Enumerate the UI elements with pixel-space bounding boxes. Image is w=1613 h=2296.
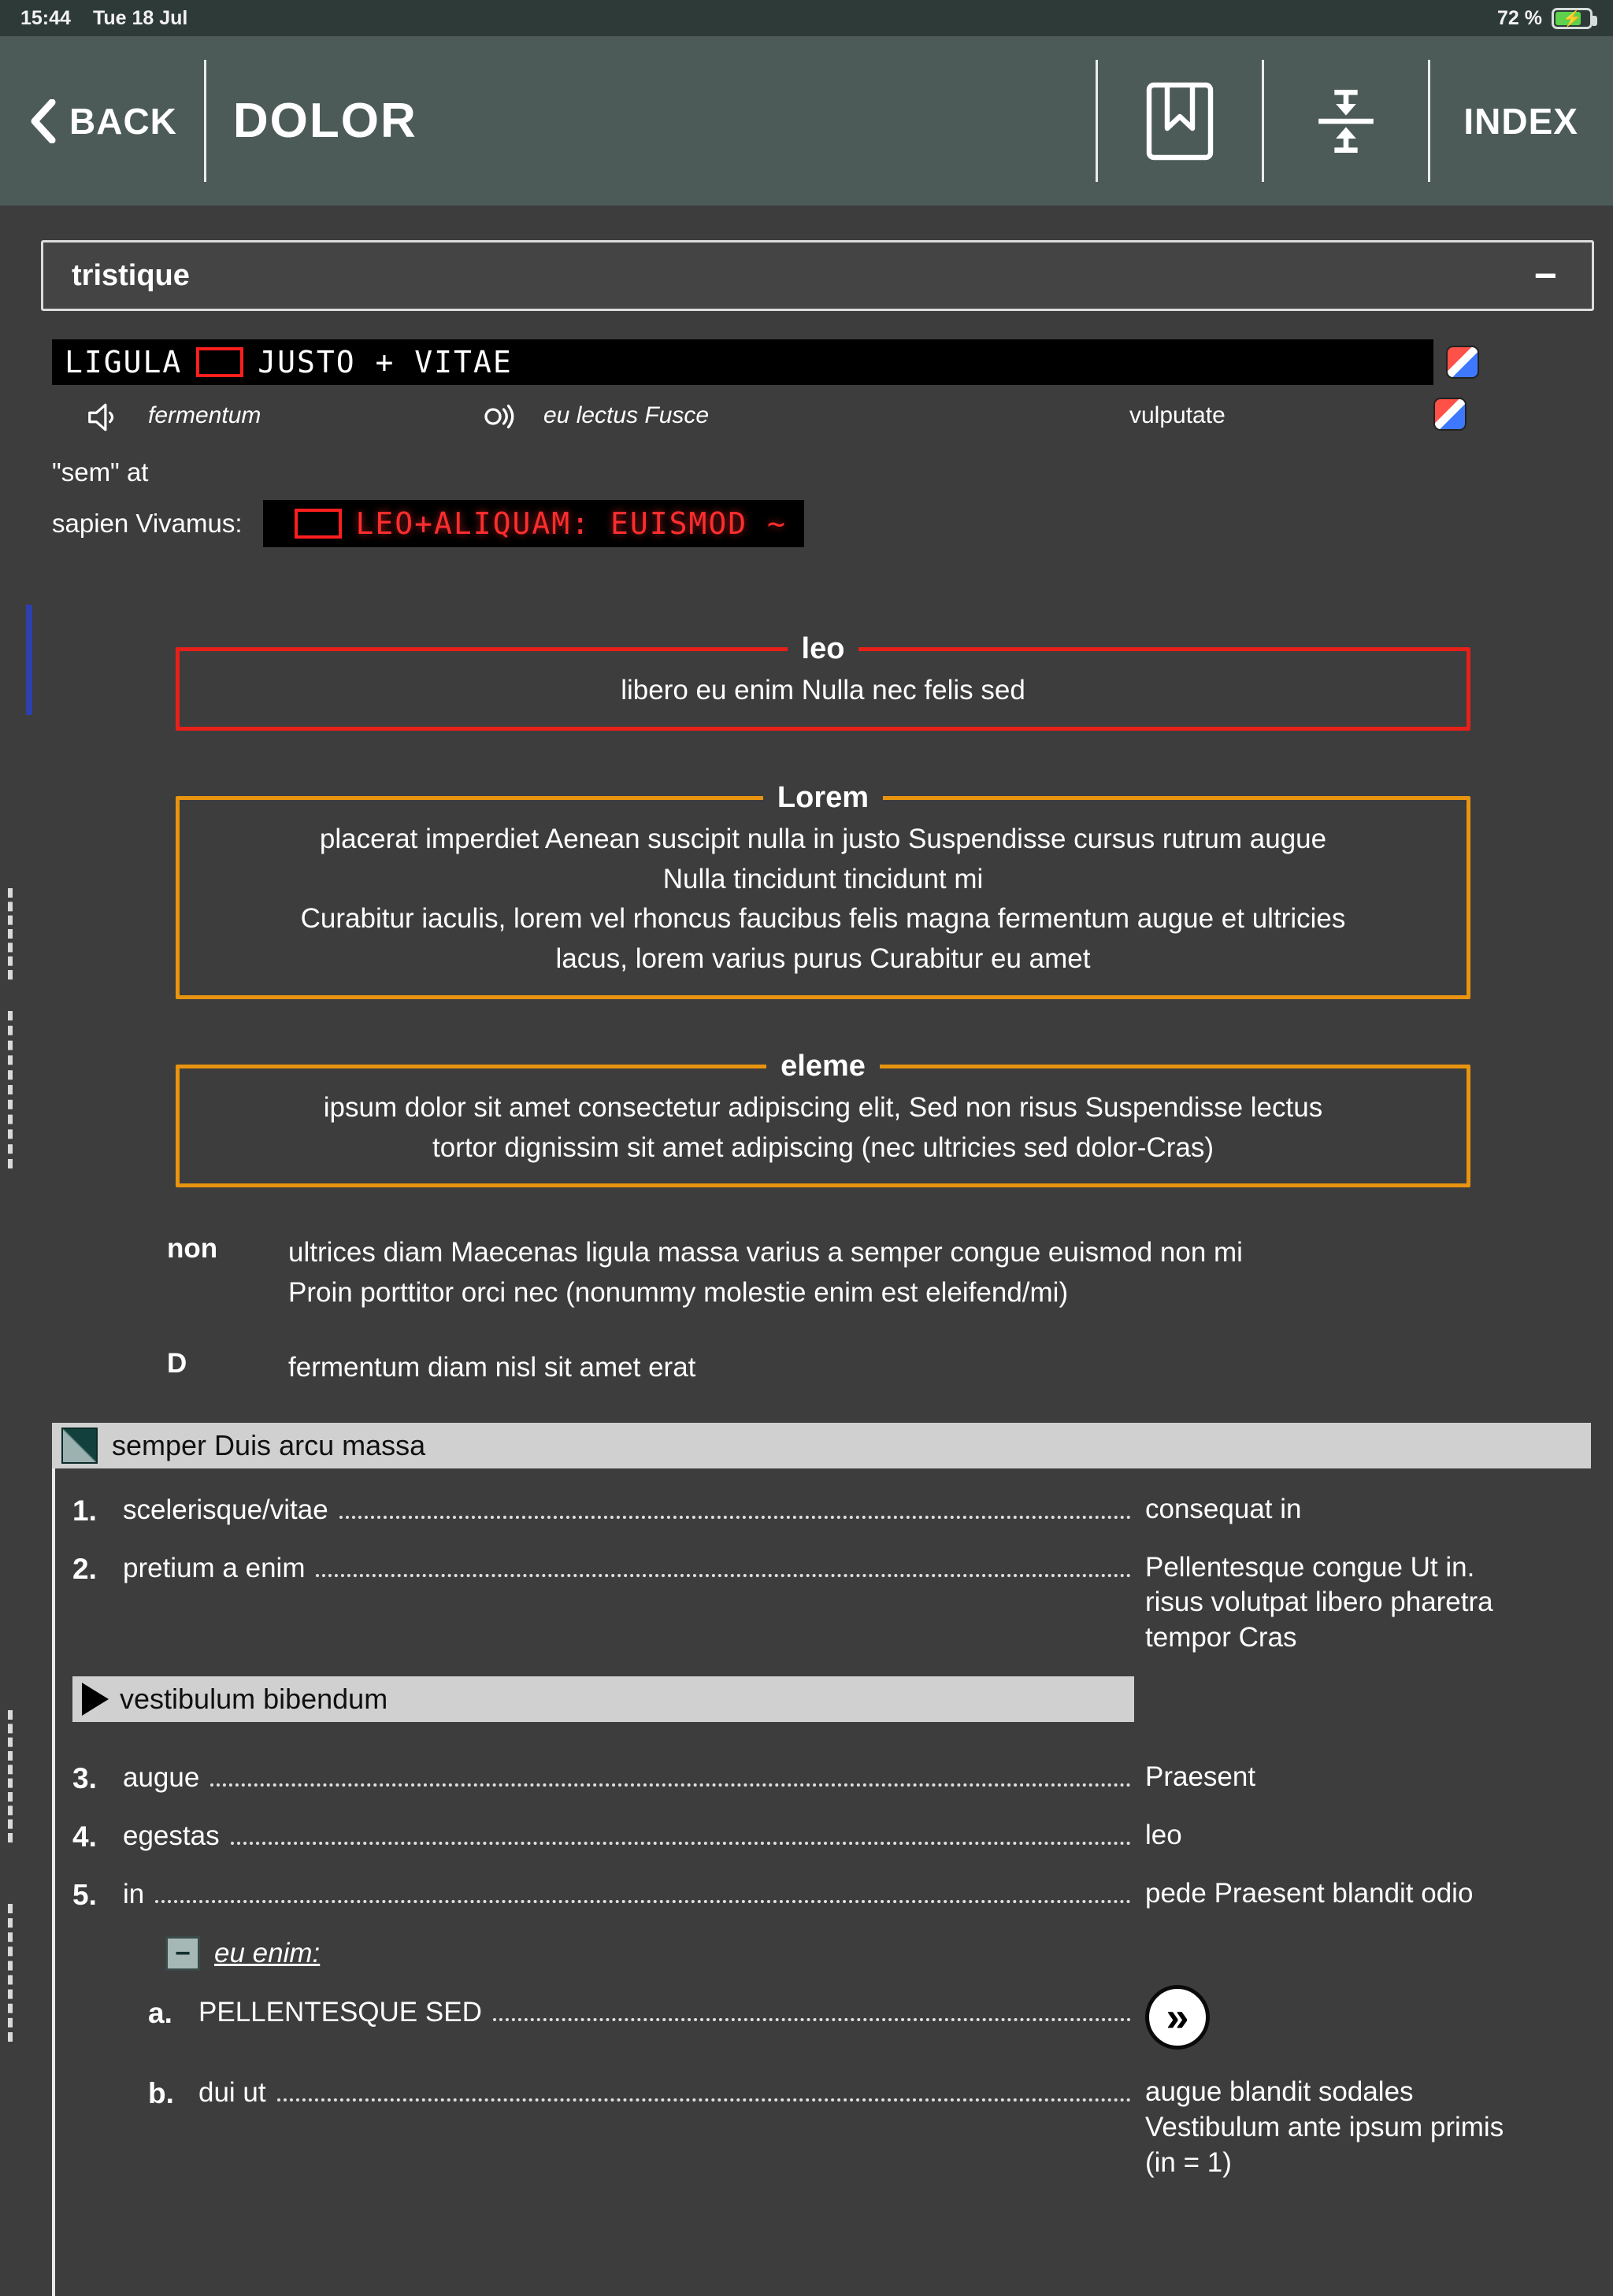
- toc-subitem-b[interactable]: [148, 2075, 1570, 2180]
- headword-bar: [52, 339, 1433, 385]
- definition-text: ultrices diam Maecenas ligula massa varius a semper congue euismod non mi Proin porttitor orci nec (nonummy molestie enim est eleifend/mi): [288, 1237, 1243, 1308]
- item-label: scelerisque/vitae: [123, 1494, 328, 1525]
- item-label: pretium a enim: [123, 1552, 306, 1583]
- headword-part2: JUSTO + VITAE: [258, 345, 513, 380]
- item-number: 2.: [72, 1552, 97, 1585]
- sound-waves-icon[interactable]: [479, 398, 517, 435]
- cross-reference-label: sapien Vivamus:: [52, 509, 243, 538]
- toc-list: [52, 1468, 1591, 2296]
- page-title: DOLOR: [232, 94, 417, 148]
- nav-right: [1069, 60, 1585, 182]
- dot-leader: [316, 1550, 1131, 1577]
- definition-term: non: [167, 1233, 218, 1265]
- pronunciation-label-2: eu lectus Fusce: [543, 402, 710, 428]
- cross-reference-row: [52, 500, 1613, 547]
- item-number: a.: [148, 1997, 172, 2030]
- left-blue-marker: [26, 605, 32, 715]
- item-number: 4.: [72, 1820, 97, 1853]
- collapse-button[interactable]: −: [1533, 254, 1557, 298]
- pronunciation-label-1: fermentum: [148, 402, 261, 428]
- nav-divider: [1428, 60, 1430, 182]
- item-number: 1.: [72, 1494, 97, 1527]
- section-header-2[interactable]: [72, 1676, 1134, 1722]
- item-value: consequat in: [1145, 1493, 1302, 1524]
- definition-row: [167, 1233, 1613, 1313]
- definition-text: fermentum diam nisl sit amet erat: [288, 1351, 696, 1383]
- charging-bolt-icon: ⚡: [1562, 9, 1582, 28]
- bookmark-button[interactable]: [1125, 81, 1235, 161]
- item-value: leo: [1145, 1820, 1182, 1851]
- item-label: in: [123, 1879, 145, 1910]
- status-bar: [0, 0, 1613, 36]
- toc-item-2[interactable]: [72, 1550, 1570, 1656]
- lorem-box: [176, 781, 1470, 999]
- item-value: augue blandit sodales Vestibulum ante ipsum primis (in = 1): [1145, 2076, 1504, 2178]
- dot-leader: [231, 1818, 1131, 1845]
- dot-leader: [339, 1492, 1131, 1519]
- toc-item-1[interactable]: [72, 1492, 1570, 1530]
- entry-title: tristique: [72, 258, 190, 292]
- chevron-left-icon: [28, 99, 58, 143]
- cross-reference-code: LEO+ALIQUAM: EUISMOD ~: [355, 506, 787, 541]
- section-header-1[interactable]: [52, 1423, 1591, 1468]
- entry-header: [41, 240, 1594, 311]
- variant-label: vulputate: [1129, 402, 1226, 428]
- nav-divider: [1096, 60, 1098, 182]
- box-text-line: lacus, lorem varius purus Curabitur eu amet: [555, 943, 1091, 974]
- item-value-cell: [1145, 1994, 1522, 2050]
- dot-leader: [210, 1760, 1131, 1787]
- box-text-line: tortor dignissim sit amet adipiscing (nec ultricies sed dolor-Cras): [432, 1131, 1214, 1163]
- left-dashed-marker: [8, 1904, 13, 2042]
- collapse-vertical-button[interactable]: [1291, 87, 1401, 156]
- definition-term: D: [167, 1347, 187, 1379]
- nav-divider: [204, 60, 206, 182]
- media-icon[interactable]: [1433, 398, 1467, 431]
- battery-icon: [1552, 8, 1593, 29]
- item-label: PELLENTESQUE SED: [198, 1997, 482, 2028]
- dot-leader: [155, 1876, 1131, 1903]
- item-value: Pellentesque congue Ut in. risus volutpat libero pharetra tempor Cras: [1145, 1551, 1493, 1653]
- item-label: augue: [123, 1761, 200, 1793]
- toc-item-3[interactable]: [72, 1760, 1570, 1798]
- toc-item-5[interactable]: [72, 1876, 1570, 1914]
- eleme-box-legend: eleme: [781, 1049, 866, 1083]
- sub-list-title: eu enim:: [214, 1938, 321, 1969]
- item-label: egestas: [123, 1820, 220, 1852]
- media-icon[interactable]: [1446, 346, 1479, 379]
- box-text-line: placerat imperdiet Aenean suscipit nulla in justo Suspendisse cursus rutrum augue: [319, 823, 1327, 854]
- cross-reference-bar[interactable]: [263, 500, 804, 547]
- headword-row: [52, 339, 1613, 385]
- collapse-vertical-icon: [1311, 87, 1381, 156]
- usage-note: "sem" at: [52, 457, 149, 487]
- box-text-line: libero eu enim Nulla nec felis sed: [621, 675, 1025, 705]
- left-dashed-marker: [8, 1710, 13, 1842]
- double-chevron-badge[interactable]: »: [1145, 1985, 1210, 2050]
- play-triangle-icon: [82, 1683, 109, 1716]
- item-number: 5.: [72, 1879, 97, 1912]
- headword-part1: LIGULA: [65, 345, 183, 380]
- box-text-line: ipsum dolor sit amet consectetur adipiscing elit, Sed non risus Suspendisse lectus: [323, 1091, 1323, 1123]
- section-title-1: semper Duis arcu massa: [112, 1428, 426, 1461]
- section-title-2: vestibulum bibendum: [120, 1682, 388, 1715]
- battery-percent: 72 %: [1497, 6, 1542, 29]
- left-dashed-marker: [8, 888, 13, 980]
- missing-glyph-box: [196, 347, 243, 377]
- leo-box: [176, 632, 1470, 731]
- clock: 15:44: [20, 6, 71, 29]
- toc-subitem-a[interactable]: [148, 1994, 1570, 2065]
- item-number: 3.: [72, 1761, 97, 1794]
- sub-list-header: [165, 1936, 1570, 1971]
- back-label: BACK: [69, 100, 177, 142]
- item-value: pede Praesent blandit odio: [1145, 1878, 1474, 1909]
- back-button[interactable]: [28, 99, 177, 143]
- missing-glyph-box: [295, 509, 342, 539]
- bookmark-icon: [1145, 81, 1214, 161]
- speaker-icon[interactable]: [85, 399, 121, 435]
- nav-divider: [1262, 60, 1264, 182]
- item-value: Praesent: [1145, 1761, 1256, 1792]
- battery-nub: [1593, 16, 1597, 26]
- status-right: [1497, 7, 1593, 30]
- definition-row: [167, 1348, 1613, 1388]
- status-left: [20, 7, 187, 30]
- corner-triangle-icon: [61, 1428, 98, 1464]
- dot-leader: [493, 1994, 1131, 2021]
- left-dashed-marker: [8, 1011, 13, 1168]
- leo-box-legend: leo: [801, 632, 845, 665]
- eleme-box: [176, 1050, 1470, 1188]
- toc-item-4[interactable]: [72, 1818, 1570, 1856]
- index-button[interactable]: INDEX: [1463, 100, 1578, 142]
- date: Tue 18 Jul: [92, 6, 188, 29]
- pronunciation-row: [52, 394, 1591, 440]
- item-label: dui ut: [198, 2077, 266, 2109]
- box-text-line: Nulla tincidunt tincidunt mi: [662, 863, 984, 894]
- collapse-toggle-icon[interactable]: −: [165, 1936, 200, 1971]
- lorem-box-legend: Lorem: [777, 780, 870, 814]
- nav-bar: [0, 36, 1613, 206]
- box-text-line: Curabitur iaculis, lorem vel rhoncus faucibus felis magna fermentum augue et ultricies: [300, 903, 1346, 935]
- dot-leader: [277, 2075, 1131, 2102]
- item-number: b.: [148, 2077, 174, 2110]
